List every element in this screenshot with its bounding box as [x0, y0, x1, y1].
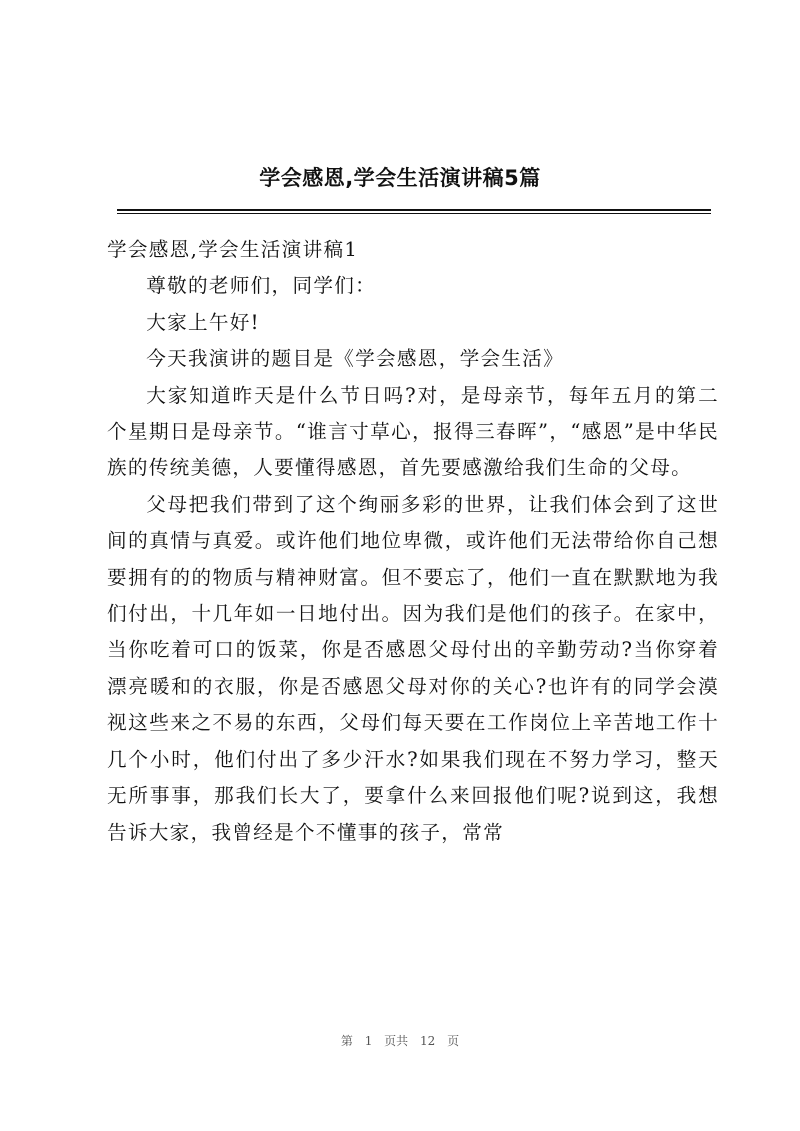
- paragraph-greeting: 尊敬的老师们，同学们：: [146, 274, 377, 298]
- paragraph-topic: 今天我演讲的题目是《学会感恩，学会生活》: [146, 347, 565, 371]
- document-body: [107, 232, 719, 851]
- page-footer: 第 1 页共 12 页: [340, 1034, 460, 1048]
- document-title: 学会感恩,学会生活演讲稿5篇: [259, 166, 541, 190]
- paragraph-hello: 大家上午好!: [146, 310, 260, 334]
- paragraph-mothers-day: 大家知道昨天是什么节日吗?对，是母亲节，每年五月的第二个星期日是母亲节。“谁言寸草心，报得三春晖”，“感恩”是中华民族的传统美德，人要懂得感恩，首先要感激给我们生命的父母。: [107, 383, 719, 480]
- title-divider-thick: [117, 209, 711, 211]
- section-heading: 学会感恩,学会生活演讲稿1: [107, 238, 359, 261]
- title-divider-thin: [117, 213, 711, 214]
- paragraph-parents: 父母把我们带到了这个绚丽多彩的世界，让我们体会到了这世间的真情与真爱。或许他们地位卑微，或许他们无法带给你自己想要拥有的的物质与精神财富。但不要忘了，他们一直在默默地为我们付出，十几年如一日地付出。因为我们是他们的孩子。在家中，当你吃着可口的饭菜，你是否感恩父母付出的辛勤劳动?当你穿着漂亮暖和的衣服，你是否感恩父母对你的关心?也许有的同学会漠视这些来之不易的东西，父母们每天要在工作岗位上辛苦地工作十几个小时，他们付出了多少汗水?如果我们现在不努力学习，整天无所事事，那我们长大了，要拿什么来回报他们呢?说到这，我想告诉大家，我曾经是个不懂事的孩子，常常: [107, 492, 719, 844]
